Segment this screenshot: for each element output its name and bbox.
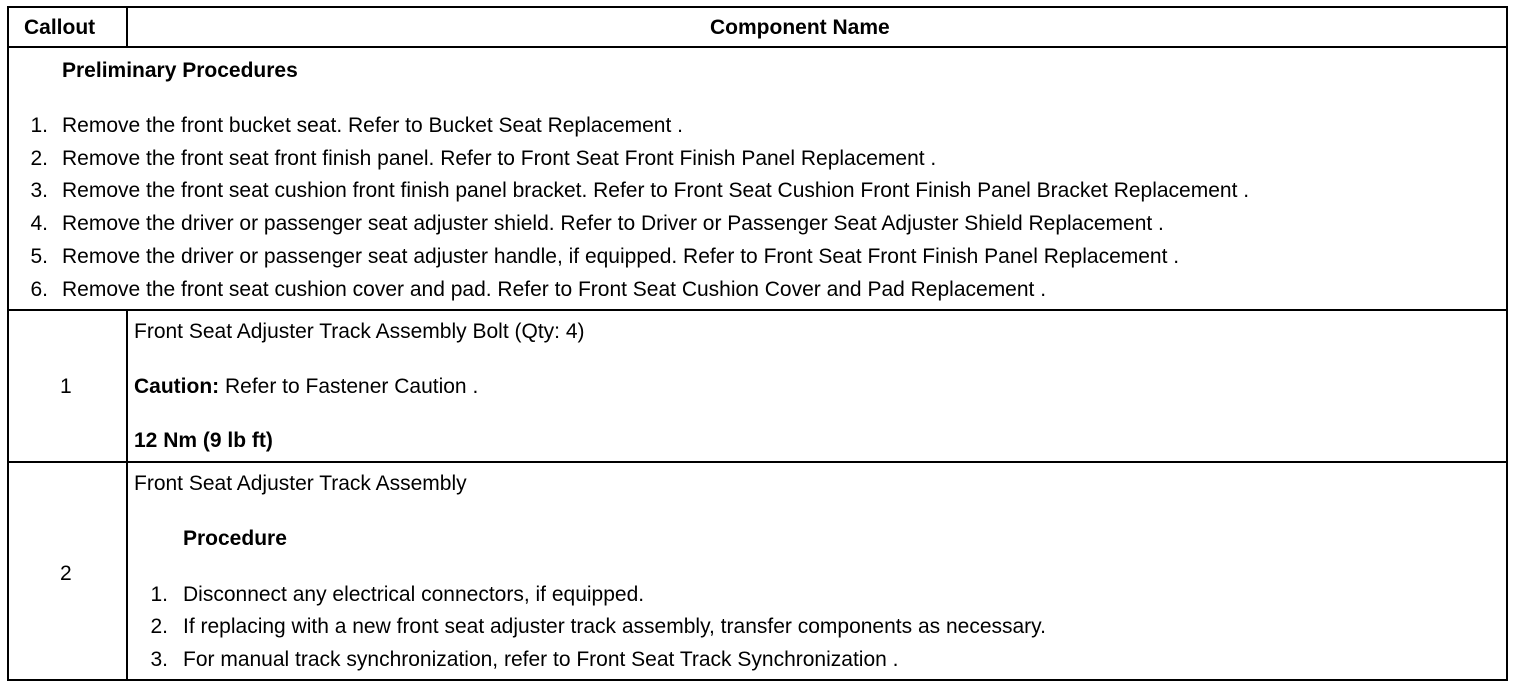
step-number: 1. — [30, 114, 48, 137]
procedure-step: Disconnect any electrical connectors, if equipped. — [183, 583, 645, 606]
header-divider — [7, 46, 1508, 48]
step-number: 4. — [30, 212, 48, 235]
step-number: 2. — [30, 147, 48, 170]
rows-column-divider — [126, 309, 128, 681]
header-component-name: Component Name — [710, 16, 890, 39]
preliminary-step: Remove the front seat cushion cover and pad. Refer to Front Seat Cushion Cover and Pad Replacement . — [62, 278, 1047, 301]
preliminary-step: Remove the driver or passenger seat adjuster shield. Refer to Driver or Passenger Seat Adjuster Shield Replacement . — [62, 212, 1164, 235]
header-callout: Callout — [24, 16, 96, 39]
preliminary-step: Remove the front bucket seat. Refer to Bucket Seat Replacement . — [62, 114, 683, 137]
caution-text: Refer to Fastener Caution . — [219, 375, 479, 398]
row1-callout: 1 — [60, 375, 72, 398]
step-number: 3. — [150, 648, 168, 671]
row2-callout: 2 — [60, 562, 72, 585]
row2-component-name: Front Seat Adjuster Track Assembly — [134, 472, 467, 495]
procedure-heading: Procedure — [183, 527, 287, 550]
step-number: 2. — [150, 615, 168, 638]
preliminary-step: Remove the driver or passenger seat adjuster handle, if equipped. Refer to Front Seat Front Finish Panel Replacement . — [62, 245, 1180, 268]
row1-caution — [134, 375, 478, 399]
procedure-step: If replacing with a new front seat adjuster track assembly, transfer components as necessary. — [183, 615, 1046, 638]
preliminary-divider — [7, 309, 1508, 311]
step-number: 5. — [30, 245, 48, 268]
step-number: 6. — [30, 278, 48, 301]
step-number: 1. — [150, 583, 168, 606]
preliminary-step: Remove the front seat front finish panel. Refer to Front Seat Front Finish Panel Replacement . — [62, 147, 937, 170]
row1-divider — [7, 461, 1508, 463]
header-column-divider — [126, 6, 128, 47]
row1-torque: 12 Nm (9 lb ft) — [134, 429, 273, 452]
preliminary-step: Remove the front seat cushion front finish panel bracket. Refer to Front Seat Cushion Front Finish Panel Bracket Replacement . — [62, 179, 1250, 202]
row1-component-name: Front Seat Adjuster Track Assembly Bolt (Qty: 4) — [134, 320, 585, 343]
step-number: 3. — [30, 179, 48, 202]
caution-label: Caution: — [134, 375, 220, 398]
preliminary-heading: Preliminary Procedures — [62, 59, 298, 82]
procedure-step: For manual track synchronization, refer to Front Seat Track Synchronization . — [183, 648, 899, 671]
